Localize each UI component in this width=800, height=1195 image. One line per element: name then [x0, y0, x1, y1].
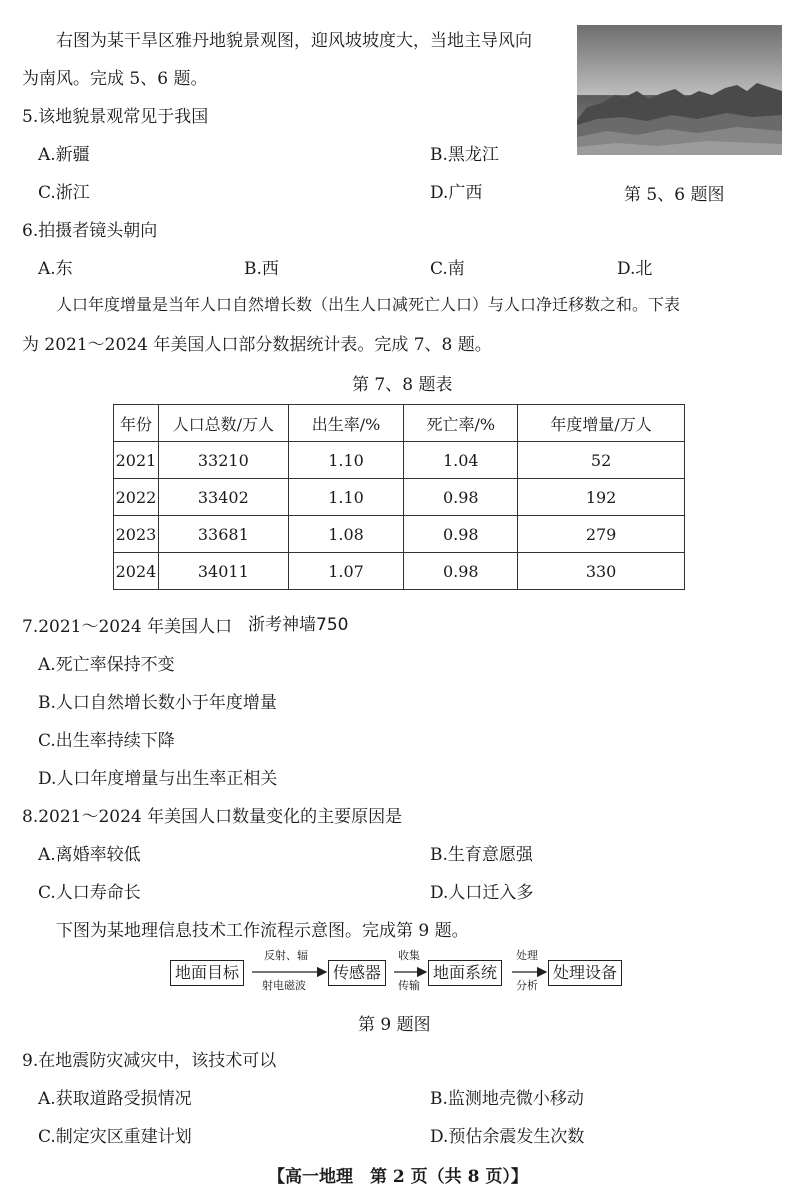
- q5-option-a: A.新疆: [38, 145, 90, 165]
- q8-stem: 8.2021～2024 年美国人口数量变化的主要原因是: [22, 807, 403, 827]
- q6-stem: 6.拍摄者镜头朝向: [22, 221, 158, 241]
- q9-option-d: D.预估余震发生次数: [430, 1127, 585, 1147]
- table-cell: 33210: [158, 442, 288, 479]
- yardang-landscape-photo: [577, 25, 782, 155]
- flow-box-processing-device: 处理设备: [548, 960, 622, 986]
- table-cell: 330: [518, 553, 685, 590]
- table-row: [114, 479, 685, 516]
- photo-caption: 第 5、6 题图: [624, 185, 725, 205]
- table-header: 死亡率/%: [404, 405, 518, 442]
- q8-option-d: D.人口迁入多: [430, 883, 534, 903]
- table-caption: 第 7、8 题表: [352, 375, 453, 395]
- table-header: 年度增量/万人: [518, 405, 685, 442]
- flow-arrow2-label-top: 收集: [398, 949, 420, 962]
- q9-stem: 9.在地震防灾减灾中，该技术可以: [22, 1051, 277, 1071]
- q5-option-d: D.广西: [430, 183, 483, 203]
- table-cell: 1.08: [288, 516, 404, 553]
- table-cell: 52: [518, 442, 685, 479]
- table-cell: 2024: [114, 553, 159, 590]
- table-cell: 1.07: [288, 553, 404, 590]
- table-cell: 0.98: [404, 516, 518, 553]
- table-cell: 33681: [158, 516, 288, 553]
- table-cell: 1.04: [404, 442, 518, 479]
- q5-option-b: B.黑龙江: [430, 145, 499, 165]
- table-header: 出生率/%: [288, 405, 404, 442]
- q7-option-c: C.出生率持续下降: [38, 731, 175, 751]
- q7-option-b: B.人口自然增长数小于年度增量: [38, 693, 277, 713]
- flow-arrow3-label-bottom: 分析: [516, 979, 538, 992]
- table-cell: 1.10: [288, 479, 404, 516]
- flow-arrow1-label-bottom: 射电磁波: [262, 979, 306, 992]
- table-cell: 192: [518, 479, 685, 516]
- flow-caption: 第 9 题图: [358, 1015, 431, 1035]
- watermark-text: 浙考神墙750: [248, 615, 349, 635]
- q5-stem: 5.该地貌景观常见于我国: [22, 107, 209, 127]
- q8-option-b: B.生育意愿强: [430, 845, 533, 865]
- q9-option-c: C.制定灾区重建计划: [38, 1127, 192, 1147]
- table-cell: 2023: [114, 516, 159, 553]
- table-cell: 2021: [114, 442, 159, 479]
- flow-arrow2-label-bottom: 传输: [398, 979, 420, 992]
- page-footer: 【高一地理 第 2 页（共 8 页）】: [268, 1167, 528, 1187]
- q9-option-b: B.监测地壳微小移动: [430, 1089, 584, 1109]
- population-table: [113, 404, 685, 590]
- table-cell: 34011: [158, 553, 288, 590]
- table-cell: 279: [518, 516, 685, 553]
- q6-option-d: D.北: [617, 259, 653, 279]
- flow-arrow1-label-top: 反射、辐: [264, 949, 308, 962]
- q6-option-a: A.东: [38, 259, 73, 279]
- intro-7-8-line1: 人口年度增量是当年人口自然增长数（出生人口减死亡人口）与人口净迁移数之和。下表: [56, 295, 681, 314]
- q7-option-d: D.人口年度增量与出生率正相关: [38, 769, 278, 789]
- table-cell: 33402: [158, 479, 288, 516]
- intro-5-6-line1: 右图为某干旱区雅丹地貌景观图，迎风坡坡度大，当地主导风向: [56, 31, 532, 51]
- table-row: [114, 553, 685, 590]
- table-cell: 2022: [114, 479, 159, 516]
- q7-stem: 7.2021～2024 年美国人口: [22, 617, 233, 637]
- table-cell: 0.98: [404, 479, 518, 516]
- table-cell: 1.10: [288, 442, 404, 479]
- q5-option-c: C.浙江: [38, 183, 90, 203]
- q9-option-a: A.获取道路受损情况: [38, 1089, 192, 1109]
- table-row: [114, 516, 685, 553]
- table-header: 年份: [114, 405, 159, 442]
- q8-option-c: C.人口寿命长: [38, 883, 141, 903]
- flow-box-ground-target: 地面目标: [170, 960, 244, 986]
- table-header-row: [114, 405, 685, 442]
- flow-arrow3-label-top: 处理: [516, 949, 538, 962]
- intro-9: 下图为某地理信息技术工作流程示意图。完成第 9 题。: [56, 921, 469, 941]
- intro-7-8-line2: 为 2021～2024 年美国人口部分数据统计表。完成 7、8 题。: [22, 335, 492, 355]
- q7-option-a: A.死亡率保持不变: [38, 655, 175, 675]
- table-cell: 0.98: [404, 553, 518, 590]
- flow-box-ground-system: 地面系统: [428, 960, 502, 986]
- q6-option-b: B.西: [244, 259, 279, 279]
- q8-option-a: A.离婚率较低: [38, 845, 141, 865]
- intro-5-6-line2: 为南风。完成 5、6 题。: [22, 69, 208, 89]
- table-header: 人口总数/万人: [158, 405, 288, 442]
- flow-box-sensor: 传感器: [328, 960, 386, 986]
- q6-option-c: C.南: [430, 259, 465, 279]
- table-row: [114, 442, 685, 479]
